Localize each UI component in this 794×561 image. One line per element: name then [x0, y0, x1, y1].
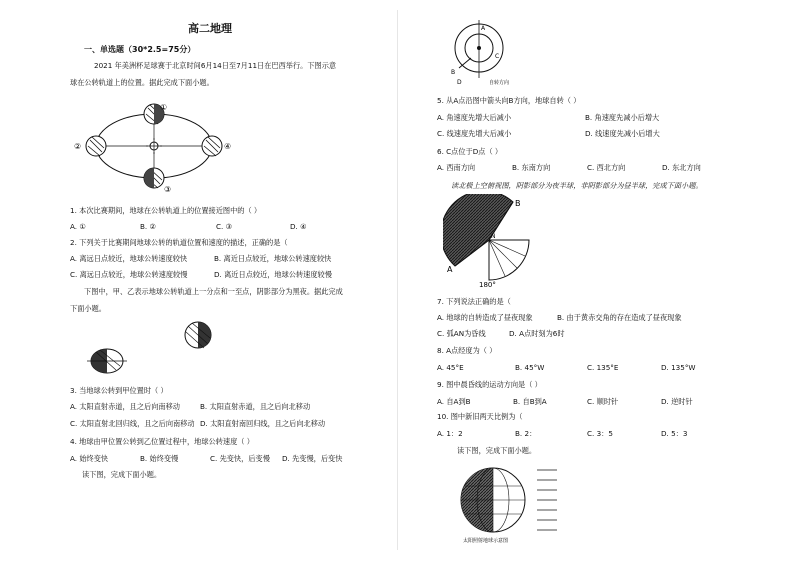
q10-option-c: C. 3：5 — [587, 429, 613, 438]
question-9: 9. 图中晨昏线的运动方向是（ ） — [437, 380, 542, 389]
question-2: 2. 下列关于比赛期间地球公转的轨道位置和速度的描述，正确的是（ — [70, 238, 288, 247]
q4-option-b: B. 始终变慢 — [140, 454, 179, 463]
q5-option-a: A. 角速度先增大后减小 — [437, 113, 512, 122]
right-page — [397, 0, 794, 561]
polar-view-diagram — [443, 194, 533, 288]
question-3: 3. 当地球公转到甲位置时（ ） — [70, 386, 168, 395]
question-5: 5. 从A点沿图中箭头向B方向，地球自转（ ） — [437, 96, 581, 105]
q3-option-d: D. 太阳直射南回归线，且之后向北移动 — [200, 419, 326, 428]
q5-option-d: D. 线速度先减小后增大 — [585, 129, 660, 138]
q2-option-d: D. 离近日点较近，地球公转速度较慢 — [214, 270, 332, 279]
q7-option-d: D. A点时刻为6时 — [509, 329, 565, 338]
q1-option-d: D. ④ — [290, 222, 307, 231]
question-10: 10. 图中新旧两天比例为（ — [437, 412, 523, 421]
orbit-label-1: ① — [160, 103, 168, 112]
earth-figure-top — [180, 318, 216, 352]
q4-option-d: D. 先变慢，后变快 — [282, 454, 343, 463]
q5-option-c: C. 线速度先增大后减小 — [437, 129, 512, 138]
earth-position-3 — [144, 168, 164, 188]
polar-label-n: N — [491, 233, 496, 240]
intro-text-7: 读北极上空俯视图，阴影部分为夜半球，非阴影部分为昼半球，完成下面小题。 — [451, 181, 703, 190]
q1-option-c: C. ③ — [216, 222, 233, 231]
q8-option-a: A. 45°E — [437, 363, 464, 372]
q6-option-d: D. 东北方向 — [662, 163, 701, 172]
orbit-label-2: ② — [74, 142, 82, 151]
question-6: 6. C点位于D点（ ） — [437, 147, 503, 156]
polar-label-b: B — [515, 199, 521, 208]
q5-option-b: B. 角速度先减小后增大 — [585, 113, 660, 122]
q6-option-b: B. 东南方向 — [512, 163, 551, 172]
q10-option-d: D. 5：3 — [661, 429, 688, 438]
q2-option-a: A. 离远日点较近，地球公转速度较快 — [70, 254, 188, 263]
earth-figure-bottom — [84, 346, 130, 376]
point-c-label: C — [495, 53, 500, 60]
earth-position-4 — [202, 136, 222, 156]
q1-option-a: A. ① — [70, 222, 86, 231]
q1-option-b: B. ② — [140, 222, 156, 231]
illumination-caption: 太阳照射地球示意图 — [463, 538, 509, 544]
point-b-label: B — [451, 69, 456, 76]
orbit-diagram — [66, 96, 246, 196]
q7-option-b: B. 由于黄赤交角的存在造成了昼夜现象 — [557, 313, 682, 322]
q3-option-b: B. 太阳直射赤道，且之后向北移动 — [200, 402, 311, 411]
question-4: 4. 地球由甲位置公转到乙位置过程中，地球公转速度（ ） — [70, 437, 254, 446]
q9-option-b: B. 自B到A — [513, 397, 547, 406]
q4-option-c: C. 先变快，后变慢 — [210, 454, 270, 463]
q6-option-c: C. 西北方向 — [587, 163, 626, 172]
q2-option-c: C. 离远日点较近，地球公转速度较慢 — [70, 270, 188, 279]
q8-option-c: C. 135°E — [587, 363, 619, 372]
q3-option-c: C. 太阳直射北回归线，且之后向南移动 — [70, 419, 195, 428]
exam-title: 高二地理 — [188, 22, 232, 35]
section-heading: 一、单选题（30*2.5=75分） — [84, 45, 196, 54]
q8-option-d: D. 135°W — [661, 363, 696, 372]
intro-text-2: 球在公转轨道上的位置。据此完成下面小题。 — [70, 78, 214, 87]
intro-text-11: 读下图，完成下面小题。 — [457, 446, 537, 455]
q3-option-a: A. 太阳直射赤道，且之后向南移动 — [70, 402, 180, 411]
polar-label-a: A — [447, 265, 453, 274]
q7-option-a: A. 地球的自转造成了昼夜现象 — [437, 313, 533, 322]
earth-position-2 — [86, 136, 106, 156]
point-a-label: A — [481, 25, 486, 32]
question-8: 8. A点经度为（ ） — [437, 346, 497, 355]
sun-illumination-diagram — [447, 464, 597, 544]
q9-option-d: D. 逆时针 — [661, 397, 693, 406]
intro-text-1: 2021 年美洲杯足球赛于北京时间6月14日至7月11日在巴西举行。下图示意 — [94, 61, 337, 70]
intro-text-3: 下图中，甲、乙表示地球公转轨道上一分点和一至点，阴影部分为黑夜。据此完成 — [84, 287, 343, 296]
q10-option-b: B. 2： — [515, 429, 537, 438]
orbit-label-4: ④ — [224, 142, 232, 151]
q2-option-b: B. 离近日点较近，地球公转速度较快 — [214, 254, 332, 263]
q8-option-b: B. 45°W — [515, 363, 545, 372]
rotation-direction-label: 自转方向 — [489, 80, 510, 86]
instruction-tail: 读下图，完成下面小题。 — [82, 470, 162, 479]
q6-option-a: A. 西南方向 — [437, 163, 476, 172]
orbit-label-3: ③ — [164, 185, 172, 194]
q10-option-a: A. 1：2 — [437, 429, 463, 438]
question-7: 7. 下列说法正确的是（ — [437, 297, 511, 306]
q7-option-c: C. 弧AN为昏线 — [437, 329, 486, 338]
intro-text-3b: 下面小题。 — [70, 304, 106, 313]
polar-label-180: 180° — [479, 281, 496, 288]
point-d-label: D — [457, 79, 462, 86]
q4-option-a: A. 始终变快 — [70, 454, 109, 463]
question-1: 1. 本次比赛期间，地球在公转轨道上的位置接近图中的（ ） — [70, 206, 262, 215]
rotation-diagram — [447, 18, 523, 88]
q9-option-c: C. 顺时针 — [587, 397, 619, 406]
q9-option-a: A. 自A到B — [437, 397, 471, 406]
